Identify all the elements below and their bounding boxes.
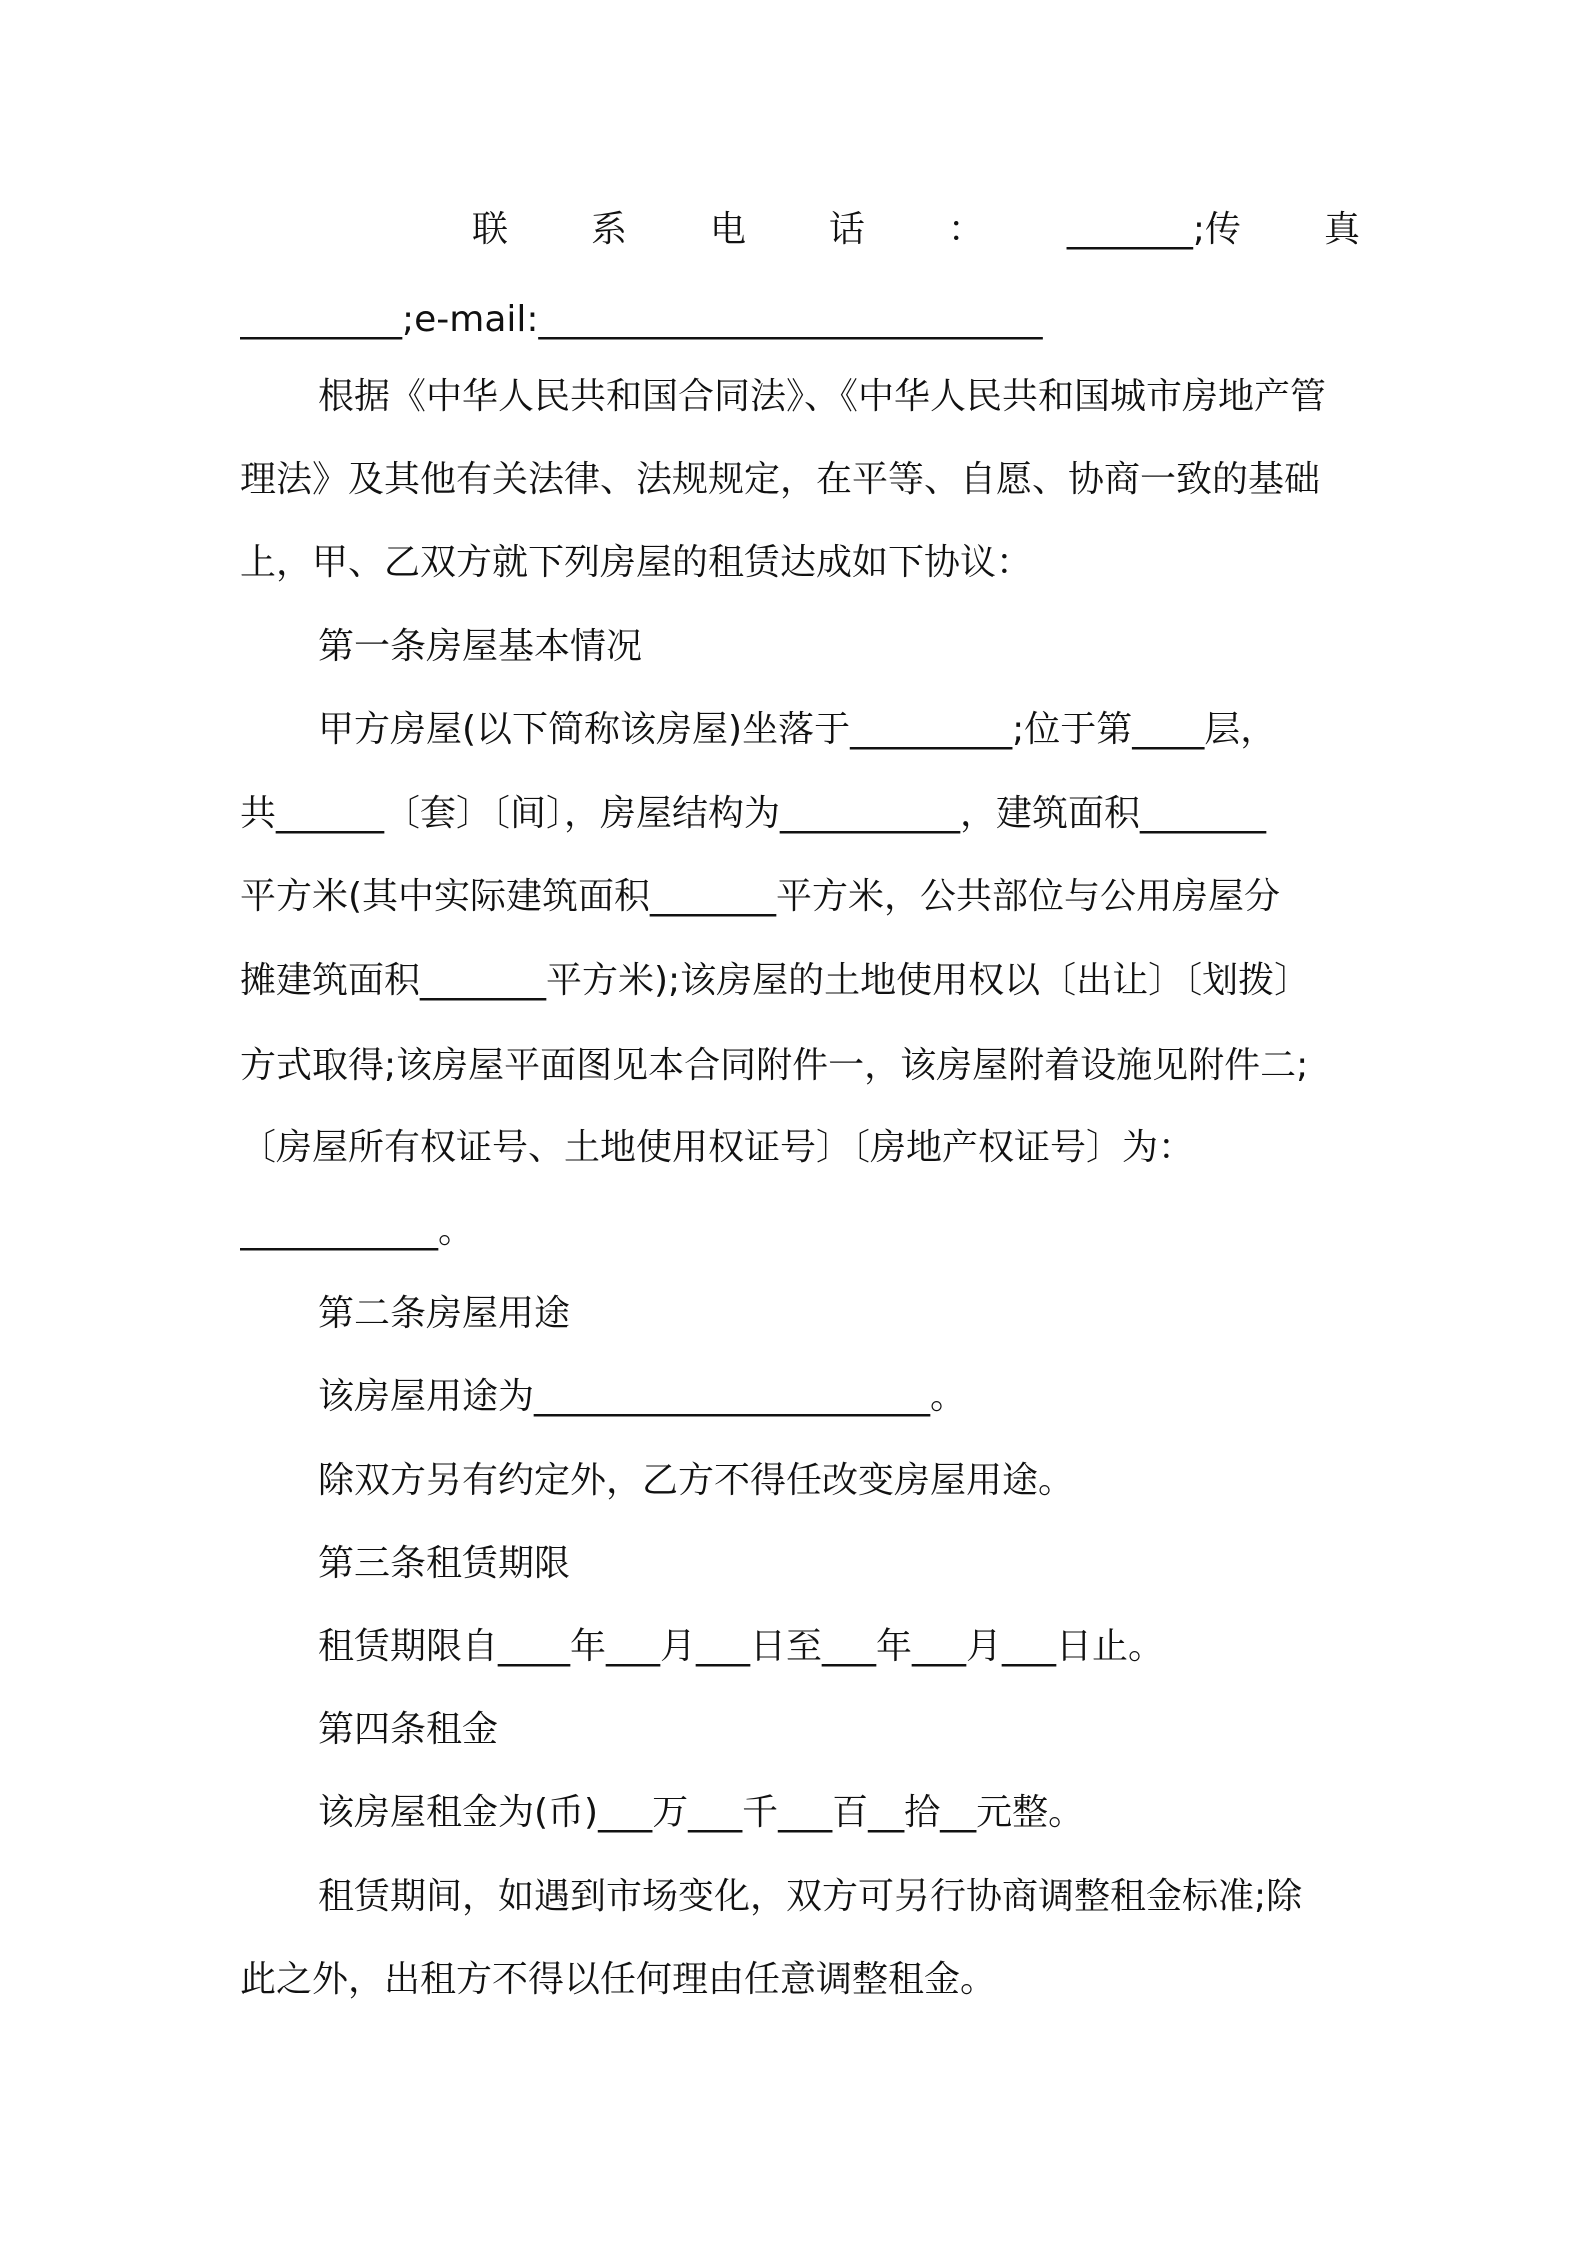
paragraph-line: 上，甲、乙双方就下列房屋的租赁达成如下协议： [240,542,1033,583]
paragraph-line: 方式取得;该房屋平面图见本合同附件一，该房屋附着设施见附件二; [240,1045,1309,1086]
paragraph-line: 租赁期间，如遇到市场变化，双方可另行协商调整租金标准;除 [318,1876,1303,1917]
paragraph-line: 理法》及其他有关法律、法规规定，在平等、自愿、协商一致的基础 [240,459,1321,500]
paragraph-line: 租赁期限自____年___月___日至___年___月___日止。 [318,1626,1165,1667]
paragraph-line: 摊建筑面积_______平方米);该房屋的土地使用权以〔出让〕〔划拨〕 [240,960,1311,1001]
paragraph-line: 共______〔套〕〔间〕，房屋结构为__________，建筑面积_______ [240,793,1267,834]
contact-char: 话 [828,209,865,250]
fax-email-line: _________;e-mail:____________________________ [240,299,1043,340]
section-heading: 第三条租赁期限 [318,1543,571,1584]
contact-char: 联 [472,209,509,250]
contact-char: 电 [709,209,746,250]
contact-char: 系 [590,209,627,250]
section-heading: 第一条房屋基本情况 [318,626,643,667]
contact-char: ： [947,209,984,250]
paragraph-line: 该房屋租金为(币)___万___千___百__拾__元整。 [318,1792,1085,1833]
section-heading: 第四条租金 [318,1709,499,1750]
paragraph-line: ___________。 [240,1210,475,1251]
contact-phone-line [472,204,1360,256]
contact-char: 真 [1323,209,1360,250]
paragraph-line: 此之外，出租方不得以任何理由任意调整租金。 [240,1959,997,2000]
paragraph-line: 甲方房屋(以下简称该房屋)坐落于_________;位于第____层， [318,709,1277,750]
paragraph-line: 除双方另有约定外，乙方不得任改变房屋用途。 [318,1460,1075,1501]
paragraph-line: 该房屋用途为______________________。 [318,1376,967,1417]
phone-blank-fax: _______;传 [1066,209,1241,250]
section-heading: 第二条房屋用途 [318,1293,571,1334]
paragraph-line: 平方米(其中实际建筑面积_______平方米，公共部位与公用房屋分 [240,876,1281,917]
paragraph-line: 〔房屋所有权证号、土地使用权证号〕〔房地产权证号〕为： [240,1127,1195,1168]
paragraph-line: 根据《中华人民共和国合同法》、《中华人民共和国城市房地产管 [318,376,1327,417]
